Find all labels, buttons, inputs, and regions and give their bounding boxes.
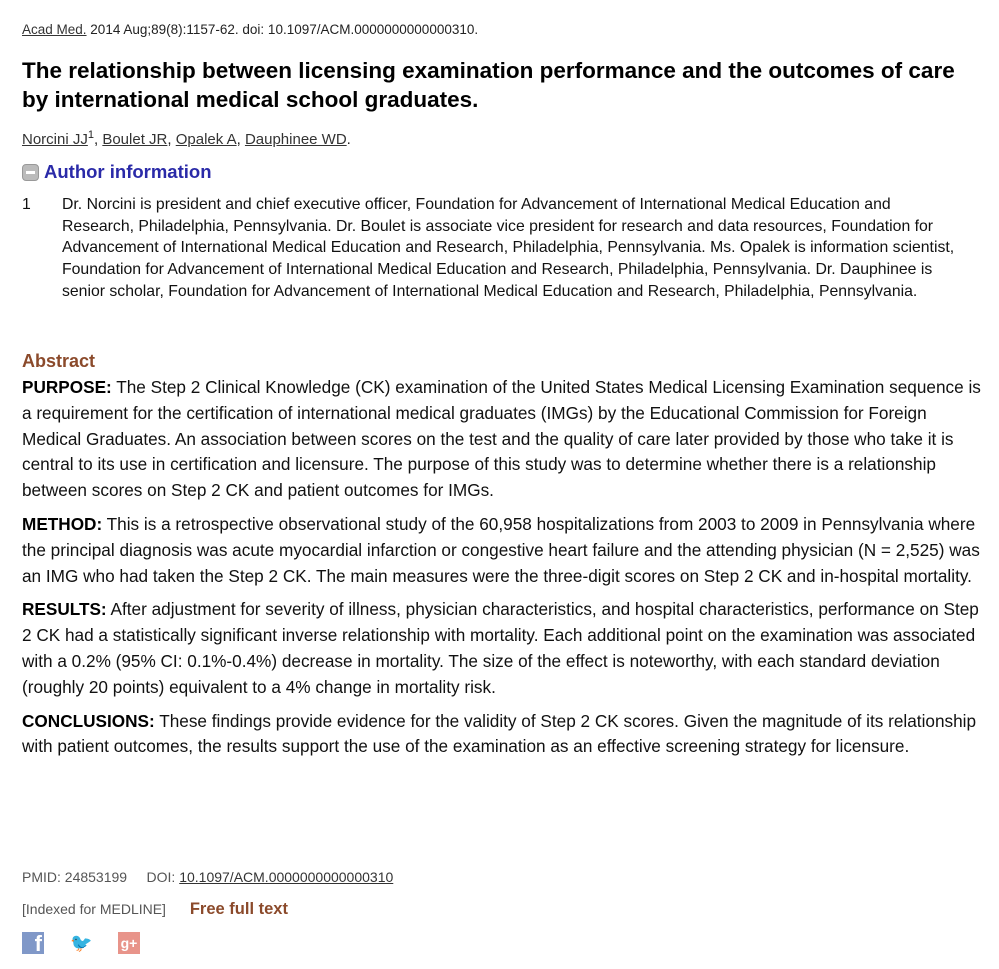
article-title: The relationship between licensing examination performance and the outcomes of care by international medical school graduates.: [22, 58, 955, 112]
section-text: The Step 2 Clinical Knowledge (CK) examination of the United States Medical Licensing Examination sequence is a requirement for the certification of international medical graduates (IMGs) by the Educational Commission for Foreign Medical Graduates. An association between scores on the test and the quality of care later provided by those who take it is central to its use in certification and licensure. The purpose of this study was to determine whether there is a relationship between scores on Step 2 CK and patient outcomes for IMGs.: [22, 377, 981, 501]
doi-label: DOI:: [146, 869, 180, 885]
journal-link[interactable]: Acad Med.: [22, 22, 87, 37]
citation-details: 2014 Aug;89(8):1157-62. doi: 10.1097/ACM.0000000000000310.: [86, 22, 479, 37]
author-information-label: Author information: [44, 161, 212, 182]
author-link[interactable]: Opalek A: [175, 131, 237, 148]
abstract-conclusions: [22, 709, 982, 761]
section-label: METHOD:: [22, 513, 103, 534]
author-link[interactable]: Norcini JJ: [22, 131, 88, 148]
twitter-icon[interactable]: 🐦: [70, 933, 93, 953]
affiliation-text: Dr. Norcini is president and chief executive officer, Foundation for Advancement of International Medical Education and Research, Philadelphia, Pennsylvania. Dr. Boulet is associate vice president for research and data resources, Foundation for Advancement of International Medical Education and Research, Philadelphia, Pennsylvania. Ms. Opalek is information scientist, Foundation for Advancement of International Medical Education and Research, Philadelphia, Pennsylvania. Dr. Dauphinee is senior scholar, Foundation for Advancement of International Medical Education and Research, Philadelphia, Pennsylvania.: [62, 196, 955, 300]
section-text: These findings provide evidence for the validity of Step 2 CK scores. Given the magnitude of its relationship with patient outcomes, the results support the use of the examination as an effective screening strategy for licensure.: [22, 710, 977, 757]
pmid: PMID: 24853199: [22, 869, 128, 885]
author-affiliation-ref: 1: [87, 129, 94, 141]
abstract-heading: Abstract: [22, 351, 96, 371]
abstract-body: [22, 375, 982, 768]
affiliation: [22, 194, 972, 303]
author-link[interactable]: Dauphinee WD: [244, 131, 347, 148]
author-link[interactable]: Boulet JR: [102, 131, 168, 148]
facebook-icon[interactable]: f: [22, 932, 44, 954]
abstract-purpose: [22, 375, 982, 504]
doi-link[interactable]: 10.1097/ACM.0000000000000310: [179, 869, 394, 885]
author-information-toggle[interactable]: [22, 161, 212, 183]
section-label: CONCLUSIONS:: [22, 710, 155, 731]
free-full-text-link[interactable]: Free full text: [189, 900, 288, 918]
identifiers: [22, 869, 393, 885]
social-share: [22, 932, 140, 954]
section-text: This is a retrospective observational study of the 60,958 hospitalizations from 2003 to 2009 in Pennsylvania where the principal diagnosis was acute myocardial infarction or congestive heart failure and the attending physician (N = 2,525) was an IMG who had taken the Step 2 CK. The main measures were the three-digit scores on Step 2 CK and in-hospital mortality.: [22, 513, 980, 586]
section-label: PURPOSE:: [22, 377, 112, 397]
collapse-icon: [22, 164, 39, 181]
google-plus-icon[interactable]: g+: [118, 932, 140, 954]
indexing: [22, 900, 288, 919]
abstract-results: [22, 597, 982, 700]
abstract-method: [22, 512, 982, 589]
indexed-status: [Indexed for MEDLINE]: [22, 901, 166, 917]
affiliation-number: 1: [22, 196, 31, 213]
section-text: After adjustment for severity of illness, physician characteristics, and hospital characteristics, performance on Step 2 CK had a statistically significant inverse relationship with mortality. Each additional point on the examination was associated with a 0.2% (95% CI: 0.1%-0.4%) decrease in mortality. The size of the effect is noteworthy, with each standard deviation (roughly 20 points) equivalent to a 4% change in mortality risk.: [22, 599, 979, 697]
citation: [22, 22, 478, 37]
section-label: RESULTS:: [22, 599, 107, 620]
author-list: Norcini $JJ^1$, Boulet JR, Opalek A, Dauphinee WD.: [22, 129, 351, 148]
